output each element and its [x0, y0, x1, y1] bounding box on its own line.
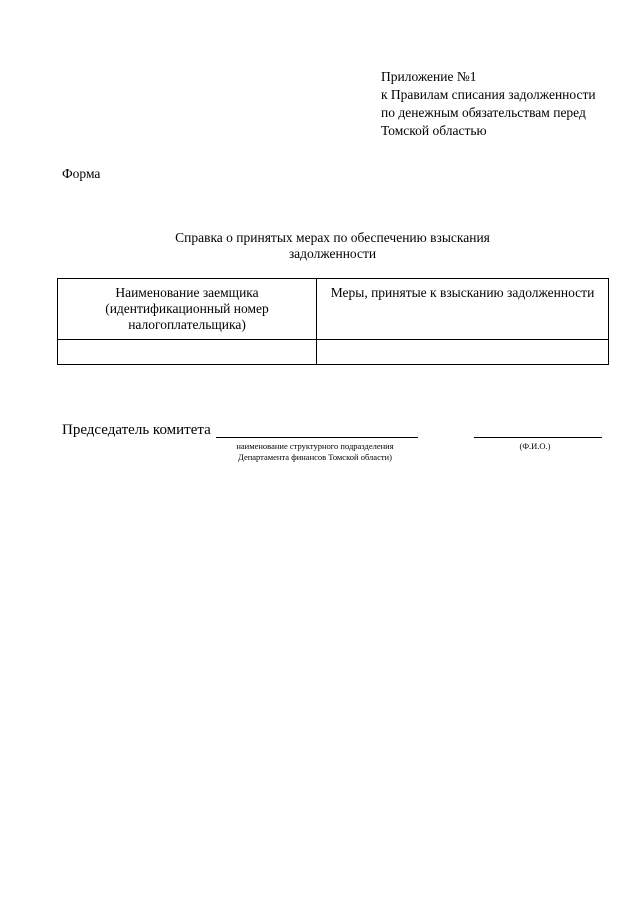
appendix-line: Приложение №1: [381, 69, 477, 84]
table-row: [58, 340, 609, 365]
table-cell[interactable]: [58, 340, 317, 365]
department-signature-line[interactable]: [216, 422, 418, 438]
title-line-2: задолженности: [288, 246, 377, 261]
table-header-row: [58, 279, 609, 340]
department-caption-line-2: Департамента финансов Томской области): [238, 452, 392, 462]
table-cell[interactable]: [317, 340, 609, 365]
fio-signature-line[interactable]: [474, 422, 602, 438]
title-line-1: Справка о принятых мерах по обеспечению взыскания: [175, 230, 490, 245]
appendix-line: Томской областью: [381, 123, 487, 138]
measures-table: [57, 278, 609, 365]
fio-caption: (Ф.И.О.): [519, 441, 551, 451]
document-title: [56, 230, 609, 262]
header-borrower-name: Наименование заемщика (идентификационный номер налогоплательщика): [58, 279, 317, 340]
appendix-line: по денежным обязательствам перед: [381, 105, 586, 120]
form-label: Форма: [62, 166, 101, 181]
department-caption-line-1: наименование структурного подразделения: [236, 441, 394, 451]
header-measures-taken: Меры, принятые к взысканию задолженности: [317, 279, 609, 340]
signature-position-label: Председатель комитета: [62, 422, 211, 438]
appendix-line: к Правилам списания задолженности: [381, 87, 596, 102]
department-caption: [200, 441, 430, 463]
appendix-header: [381, 68, 631, 140]
